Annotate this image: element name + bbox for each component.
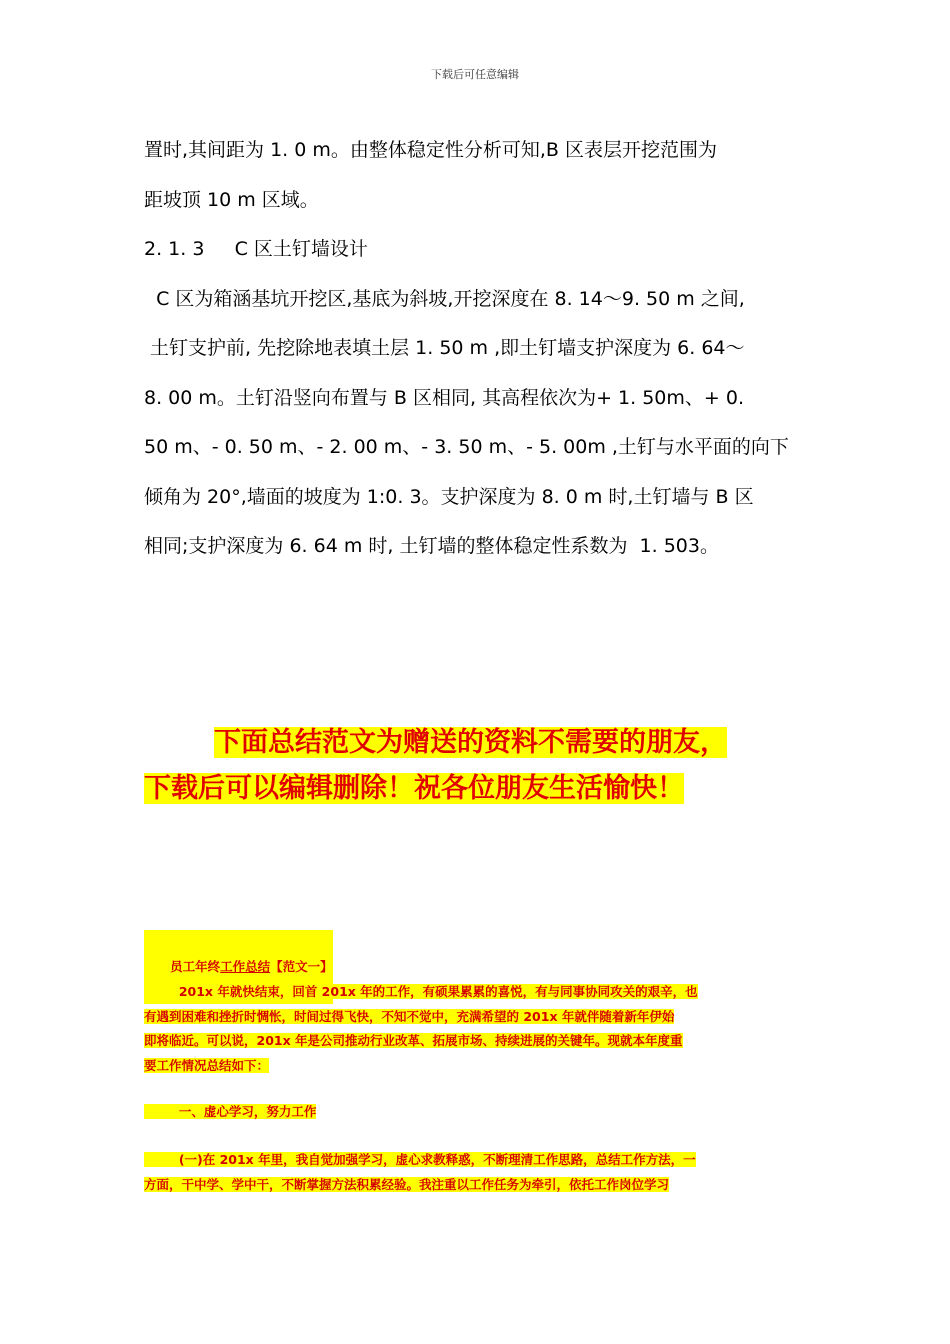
gift-notice xyxy=(144,720,804,812)
essay-title-link[interactable]: 工作总结 xyxy=(220,958,271,974)
notice-line-2: 下载后可以编辑删除！祝各位朋友生活愉快！ xyxy=(144,773,684,804)
essay-line: 有遇到困难和挫折时惆怅，时间过得飞快，不知不觉中，充满希望的 201x 年就伴随着新年伊始 xyxy=(144,1008,675,1024)
notice-line-1: 下面总结范文为赠送的资料不需要的朋友， xyxy=(214,727,727,758)
body-line: 土钉支护前, 先挖除地表填土层 1. 50 m ,即土钉墙支护深度为 6. 64～ xyxy=(144,337,745,359)
essay-line: 方面，干中学、学中干，不断掌握方法积累经验。我注重以工作任务为牵引，依托工作岗位学习 xyxy=(144,1176,670,1192)
essay-paragraph-1 xyxy=(144,980,808,1078)
essay-line: 即将临近。可以说，201x 年是公司推动行业改革、拓展市场、持续进展的关键年。现就本年度重 xyxy=(144,1033,683,1048)
essay-paragraph-2 xyxy=(144,1148,808,1197)
main-body-text xyxy=(144,126,814,572)
essay-line: (一)在 201x 年里，我自觉加强学习，虚心求教释惑，不断理清工作思路，总结工作方法，一 xyxy=(144,1152,696,1167)
body-line: 距坡顶 10 m 区域。 xyxy=(144,188,319,211)
essay-title-prefix: 员工年终 xyxy=(170,958,221,974)
section-heading: 2. 1. 3 C 区土钉墙设计 xyxy=(144,238,368,260)
body-line: 相同;支护深度为 6. 64 m 时, 土钉墙的整体稳定性系数为 1. 503。 xyxy=(144,535,719,557)
page-header-note: 下载后可任意编辑 xyxy=(431,68,519,81)
essay-line: 201x 年就快结束，回首 201x 年的工作，有硕果累累的喜悦，有与同事协同攻关的艰辛，也 xyxy=(144,984,698,999)
body-line: 置时,其间距为 1. 0 m。由整体稳定性分析可知,B 区表层开挖范围为 xyxy=(144,139,717,161)
essay-section-1: 一、虚心学习，努力工作 xyxy=(144,1104,317,1119)
body-line: 倾角为 20°,墙面的坡度为 1:0. 3。支护深度为 8. 0 m 时,土钉墙与 B 区 xyxy=(144,485,754,508)
essay-title-suffix: 【范文一】 xyxy=(270,958,333,974)
essay-section-heading xyxy=(144,1100,808,1125)
body-line: 8. 00 m。土钉沿竖向布置与 B 区相同, 其高程依次为+ 1. 50m、+ 0. xyxy=(144,386,744,409)
essay-line: 要工作情况总结如下： xyxy=(144,1057,270,1073)
body-line: C 区为箱涵基坑开挖区,基底为斜坡,开挖深度在 8. 14～9. 50 m 之间, xyxy=(144,287,745,310)
body-line: 50 m、- 0. 50 m、- 2. 00 m、- 3. 50 m、- 5. 00m ,土钉与水平面的向下 xyxy=(144,436,789,458)
